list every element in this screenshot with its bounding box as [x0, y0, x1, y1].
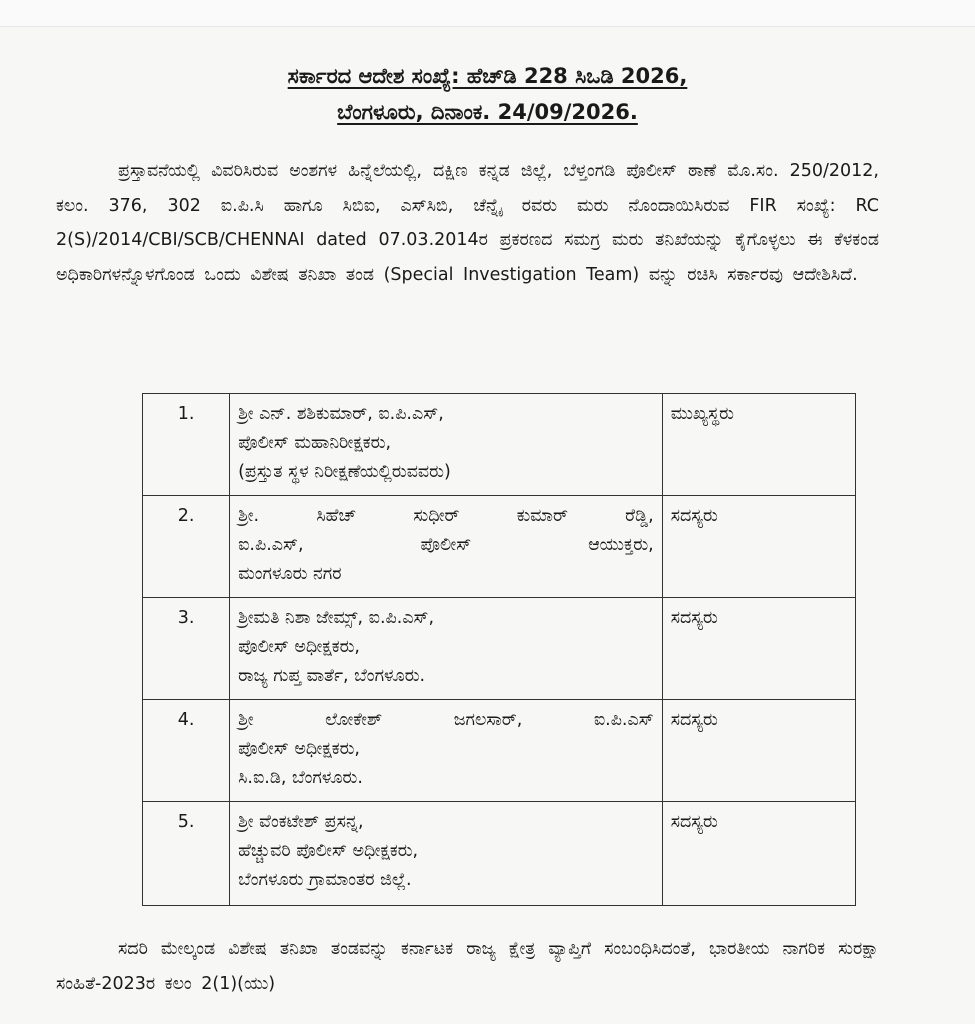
order-heading [0, 58, 975, 130]
member-role: ಸದಸ್ಯರು [662, 700, 855, 802]
order-number-line: ಸರ್ಕಾರದ ಆದೇಶ ಸಂಖ್ಯೆ: ಹೆಚ್‌ಡಿ 228 ಸಿಒಡಿ 2026, [287, 64, 688, 88]
member-location-line: ರಾಜ್ಯ ಗುಪ್ತ ವಾರ್ತೆ, ಬೆಂಗಳೂರು. [238, 666, 426, 686]
member-role: ಮುಖ್ಯಸ್ಥರು [662, 394, 855, 496]
table-row [143, 598, 856, 700]
member-designation-line: ಐ.ಪಿ.ಎಸ್, ಪೊಲೀಸ್ ಆಯುಕ್ತರು, [238, 535, 654, 555]
member-name-line: ಶ್ರೀ. ಸಿಹೆಚ್ ಸುಧೀರ್ ಕುಮಾರ್ ರೆಡ್ಡಿ, [238, 506, 654, 526]
table-row [143, 802, 856, 906]
member-location-line: ಬೆಂಗಳೂರು ಗ್ರಾಮಾಂತರ ಜಿಲ್ಲೆ. [238, 870, 412, 890]
member-designation-line: ಪೊಲೀಸ್ ಅಧೀಕ್ಷಕರು, [238, 637, 360, 657]
closing-paragraph: ಸದರಿ ಮೇಲ್ಕಂಡ ವಿಶೇಷ ತನಿಖಾ ತಂಡವನ್ನು ಕರ್ನಾಟಕ ರಾಜ್ಯ ಕ್ಷೇತ್ರ ವ್ಯಾಪ್ತಿಗೆ ಸಂಬಂಧಿಸಿದಂತೆ, ಭಾರತೀಯ ನಾಗರಿಕ ಸುರಕ್ಷಾ ಸಂಹಿತೆ-2023ರ ಕಲಂ 2(1)(ಯು) [56, 939, 879, 994]
member-location-line: ಮಂಗಳೂರು ನಗರ [238, 564, 342, 584]
member-details [230, 394, 663, 496]
member-number: 4. [143, 700, 230, 802]
member-role: ಸದಸ್ಯರು [662, 496, 855, 598]
member-designation-line: ಹೆಚ್ಚುವರಿ ಪೊಲೀಸ್ ಅಧೀಕ್ಷಕರು, [238, 841, 419, 861]
table-row [143, 496, 856, 598]
member-details [230, 700, 663, 802]
table-row [143, 394, 856, 496]
top-border-strip [0, 0, 975, 27]
member-number: 3. [143, 598, 230, 700]
member-name-line: ಶ್ರೀ ಎನ್. ಶಶಿಕುಮಾರ್, ಐ.ಪಿ.ಎಸ್, [238, 404, 444, 424]
member-role: ಸದಸ್ಯರು [662, 802, 855, 906]
member-details [230, 496, 663, 598]
member-name-line: ಶ್ರೀ ಲೋಕೇಶ್ ಜಗಲಸಾರ್, ಐ.ಪಿ.ಎಸ್ [238, 710, 654, 730]
member-role: ಸದಸ್ಯರು [662, 598, 855, 700]
member-designation-line: ಪೊಲೀಸ್ ಮಹಾನಿರೀಕ್ಷಕರು, [238, 433, 392, 453]
member-details [230, 598, 663, 700]
member-designation-line: ಪೊಲೀಸ್ ಅಧೀಕ್ಷಕರು, [238, 739, 360, 759]
member-location-line: (ಪ್ರಸ್ತುತ ಸ್ಥಳ ನಿರೀಕ್ಷಣೆಯಲ್ಲಿರುವವರು) [238, 462, 451, 482]
member-location-line: ಸಿ.ಐ.ಡಿ, ಬೆಂಗಳೂರು. [238, 768, 363, 788]
member-number: 5. [143, 802, 230, 906]
sit-members-table [142, 393, 856, 906]
member-number: 2. [143, 496, 230, 598]
order-date-line: ಬೆಂಗಳೂರು, ದಿನಾಂಕ. 24/09/2026. [337, 100, 638, 124]
table-row [143, 700, 856, 802]
member-name-line: ಶ್ರೀಮತಿ ನಿಶಾ ಜೇಮ್ಸ್, ಐ.ಪಿ.ಎಸ್, [238, 608, 435, 628]
intro-paragraph: ಪ್ರಸ್ತಾವನೆಯಲ್ಲಿ ವಿವರಿಸಿರುವ ಅಂಶಗಳ ಹಿನ್ನೆಲೆಯಲ್ಲಿ, ದಕ್ಷಿಣ ಕನ್ನಡ ಜಿಲ್ಲೆ, ಬೆಳ್ತಂಗಡಿ ಪೊಲೀಸ್ ಠಾಣೆ ಮೊ.ಸಂ. 250/2012, ಕಲಂ. 376, 302 ಐ.ಪಿ.ಸಿ ಹಾಗೂ ಸಿಬಿಐ, ಎಸ್‌ಸಿಬಿ, ಚೆನ್ನೈ ರವರು ಮರು ನೊಂದಾಯಿಸಿರುವ FIR ಸಂಖ್ಯೆ: RC 2(S)/2014/CBI/SCB/CHENNAI dated 07.03.2014ರ ಪ್ರಕರಣದ ಸಮಗ್ರ ಮರು ತನಿಖೆಯನ್ನು ಕೈಗೊಳ್ಳಲು ಈ ಕೆಳಕಂಡ ಅಧಿಕಾರಿಗಳನ್ನೊಳಗೊಂಡ ಒಂದು ವಿಶೇಷ ತನಿಖಾ ತಂಡ (Special Investigation Team) ವನ್ನು ರಚಿಸಿ ಸರ್ಕಾರವು ಆದೇಶಿಸಿದೆ. [56, 161, 879, 285]
member-number: 1. [143, 394, 230, 496]
member-name-line: ಶ್ರೀ ವೆಂಕಟೇಶ್ ಪ್ರಸನ್ನ, [238, 812, 364, 832]
member-details [230, 802, 663, 906]
